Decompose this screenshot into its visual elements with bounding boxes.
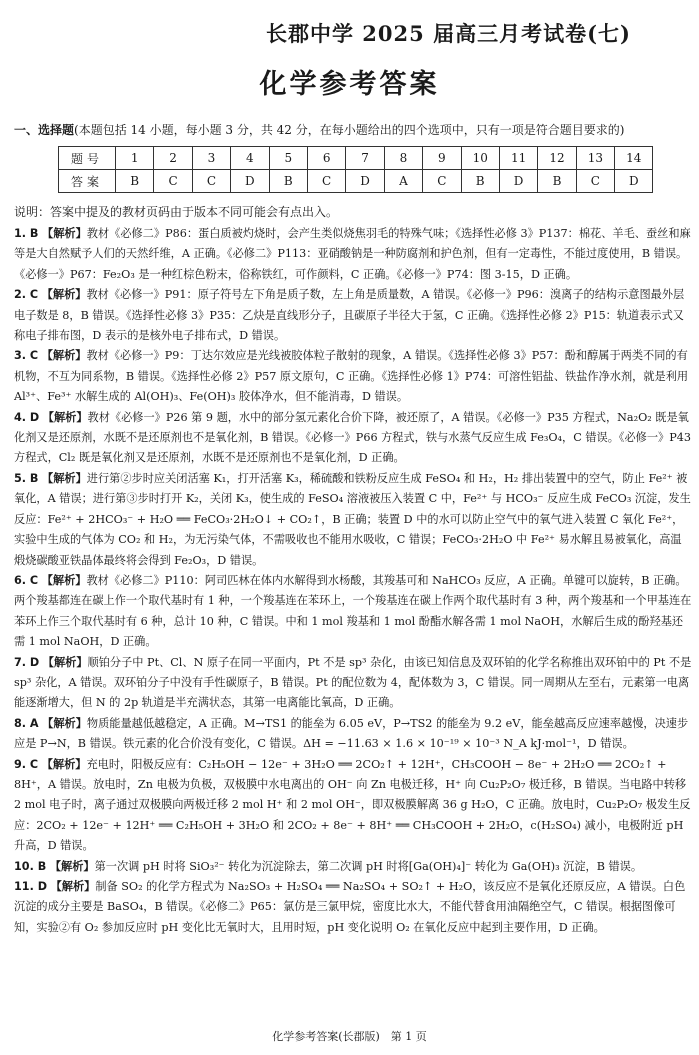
item-number: 4. D: [14, 410, 40, 424]
item-text: 教材《必修二》P86：蛋白质被灼烧时，会产生类似烧焦羽毛的特殊气味；《选择性必修 3》P137：棉花、羊毛、蚕丝和麻等是大自然赋予人们的天然纤维，A 正确。《必修二》P113：亚硝酸钠是一种防腐剂和护色剂，但有一定毒性，不能过度使用，B 错误。《必修一》P67：Fe₂O₃ 是一种红棕色粉末，俗称铁红，可作颜料，C 正确。《必修一》P74：图 3-15，D 正确。: [14, 227, 691, 281]
analysis-tag: 【解析】: [42, 227, 87, 240]
section-heading: [14, 121, 694, 138]
question-number-cell: 14: [615, 147, 653, 170]
note-text: 说明：答案中提及的教材页码由于版本不同可能会有点出入。: [14, 205, 339, 219]
item-text: 第一次调 pH 时将 SiO₃²⁻ 转化为沉淀除去，第二次调 pH 时将[Ga(OH)₄]⁻ 转化为 Ga(OH)₃ 沉淀，B 错误。: [94, 859, 643, 873]
explanation-item-7: [14, 653, 692, 714]
question-number-cell: 12: [538, 147, 576, 170]
answer-cell: C: [192, 170, 230, 193]
item-number: 10. B: [14, 859, 47, 873]
explanation-item-6: [14, 571, 692, 653]
page-footer: 化学参考答案(长郡版) 第 1 页: [272, 1030, 427, 1043]
section-description: (本题包括 14 小题，每小题 3 分，共 42 分，在每小题给出的四个选项中，只有一项是符合题目要求的): [74, 123, 625, 137]
question-number-cell: 5: [269, 147, 307, 170]
question-number-cell: 4: [231, 147, 269, 170]
item-text: 制备 SO₂ 的化学方程式为 Na₂SO₃ + H₂SO₄ ══ Na₂SO₄ + SO₂↑ + H₂O，该反应不是氧化还原反应，A 错误。白色沉淀的成分主要是 BaSO₄，B 错误。《必修二》P65：氯仿是三氯甲烷，密度比水大，不能代替食用油隔绝空气，C 错误。根据图像可知，实验②有 O₂ 参加反应时 pH 变化比无氧时大，且用时短，pH 变化说明 O₂ 在氧化反应中起到主要作用，D 正确。: [14, 880, 686, 934]
row-label-answer: 答案: [59, 170, 116, 193]
explanation-item-4: [14, 408, 692, 469]
explanation-list: [14, 224, 692, 938]
question-number-cell: 13: [576, 147, 614, 170]
question-number-cell: 1: [116, 147, 154, 170]
analysis-tag: 【解析】: [41, 349, 87, 363]
question-number-cell: 6: [307, 147, 345, 170]
question-number-cell: 10: [461, 147, 499, 170]
explanation-item-1: [14, 224, 692, 285]
explanation-item-5: [14, 469, 692, 571]
item-text: 教材《必修一》P91：原子符号左下角是质子数，左上角是质量数，A 错误。《必修一》P96：溴离子的结构示意图最外层电子数是 8，B 错误。《选择性必修 3》P35：乙炔是直线形分子，且碳原子半径大于氢，C 正确。《选择性必修 2》P15：轨道表示式又称电子排布图，D 表示的是核外电子排布式，D 错误。: [14, 288, 685, 343]
question-number-cell: 7: [346, 147, 384, 170]
answer-cell: A: [384, 170, 422, 193]
analysis-tag: 【解析】: [42, 655, 88, 669]
answer-cell: B: [116, 170, 154, 193]
answer-cell: C: [307, 170, 345, 193]
analysis-tag: 【解析】: [42, 716, 87, 730]
item-number: 3. C: [14, 349, 39, 363]
item-number: 9. C: [14, 757, 39, 771]
analysis-tag: 【解析】: [41, 757, 87, 771]
item-number: 7. D: [14, 655, 40, 669]
item-text: 顺铂分子中 Pt、Cl、N 原子在同一平面内，Pt 不是 sp³ 杂化，由该已知信息及双环铂的化学名称推出双环铂中的 Pt 不是 sp³ 杂化，A 错误。双环铂分子中没有手性碳原子，B 错误。Pt 的配位数为 4，配体数为 3，C 错误。同一周期从左至右，元素第一电离能逐渐增大，但 N 的 2p 轨道是半充满状态，其第一电离能比氧高，D 正确。: [14, 655, 692, 710]
item-text: 教材《必修二》P110：阿司匹林在体内水解得到水杨酸，其羧基可和 NaHCO₃ 反应，A 正确。单键可以旋转，B 正确。两个羧基都连在碳上作一个取代基时有 1 种，一个羧基连在苯环上，一个羧基连在碳上作两个取代基时有 3 种，两个羧基和一个甲基连在苯环上作三个取代基时有 6 种，总计 10 种，C 错误。中和 1 mol 羧基和 1 mol 酚酯水解各需 1 mol NaOH，水解后生成的酚羟基还需 1 mol NaOH，D 正确。: [14, 573, 692, 649]
explanation-item-3: [14, 346, 692, 407]
answer-cell: D: [499, 170, 537, 193]
answer-table: [58, 146, 653, 193]
explanation-item-10: [14, 857, 692, 877]
answer-cell: B: [269, 170, 307, 193]
analysis-tag: 【解析】: [41, 573, 87, 587]
analysis-tag: 【解析】: [49, 859, 95, 873]
item-number: 8. A: [14, 716, 39, 730]
explanation-item-8: [14, 714, 692, 755]
item-number: 6. C: [14, 573, 39, 587]
answer-cell: C: [576, 170, 614, 193]
item-text: 教材《必修一》P26 第 9 题，水中的部分氢元素化合价下降，被还原了，A 错误。《必修一》P35 方程式，Na₂O₂ 既是氧化剂又是还原剂，水既不是还原剂也不是氧化剂，B 错误。《必修一》P66 方程式，铁与水蒸气反应生成 Fe₃O₄，C 错误。《必修一》P43 方程式，Cl₂ 既是氧化剂又是还原剂，水既不是还原剂也不是氧化剂，D 正确。: [14, 410, 691, 465]
answer-cell: B: [461, 170, 499, 193]
analysis-tag: 【解析】: [42, 471, 87, 485]
answer-cell: D: [346, 170, 384, 193]
analysis-tag: 【解析】: [41, 288, 87, 302]
item-text: 物质能量越低越稳定，A 正确。M→TS1 的能垒为 6.05 eV，P→TS2 的能垒为 9.2 eV，能垒越高反应速率越慢，决速步应是 P→N，B 错误。铁元素的化合价没有变化，C 错误。ΔH = −11.63 × 1.6 × 10⁻¹⁹ × 10⁻³ N_A kJ·mol⁻¹，D 错误。: [14, 716, 689, 751]
analysis-tag: 【解析】: [42, 410, 88, 424]
question-number-cell: 2: [154, 147, 192, 170]
answer-table-number-row: [59, 147, 653, 170]
question-number-cell: 3: [192, 147, 230, 170]
item-number: 5. B: [14, 471, 39, 485]
question-number-cell: 8: [384, 147, 422, 170]
answer-table-answer-row: [59, 170, 653, 193]
exam-header-title: 长郡中学 2025 届高三月考试卷(七): [266, 21, 631, 46]
item-text: 教材《必修一》P9：丁达尔效应是光线被胶体粒子散射的现象，A 错误。《选择性必修 3》P57：酚和醇属于两类不同的有机物，不互为同系物，B 错误。《选择性必修 2》P57 原文原句，C 正确。《选择性必修 1》P74：可溶性铝盐、铁盐作净水剂，就是利用 Al³⁺、Fe³⁺ 水解生成的 Al(OH)₃、Fe(OH)₃ 胶体净水，但不能消毒，D 错误。: [14, 349, 689, 404]
item-number: 11. D: [14, 880, 47, 893]
section-title: 一、选择题: [14, 123, 75, 137]
row-label-number: 题号: [59, 147, 116, 170]
analysis-tag: 【解析】: [50, 880, 96, 893]
item-text: 进行第②步时应关闭活塞 K₁，打开活塞 K₃，稀硫酸和铁粉反应生成 FeSO₄ 和 H₂，H₂ 排出装置中的空气，防止 Fe²⁺ 被氧化，A 错误；进行第③步时打开 K₂，关闭 K₃，使生成的 FeSO₄ 溶液被压入装置 C 中，Fe²⁺ 与 HCO₃⁻ 反应生成 FeCO₃ 沉淀，发生反应：Fe²⁺ + 2HCO₃⁻ + H₂O ══ FeCO₃·2H₂O↓ + CO₂↑，B 正确；装置 D 中的水可以防止空气中的氧气进入装置 C 氧化 Fe²⁺，实验中生成的气体为 CO₂ 和 H₂，为无污染气体，不需吸收也不能用水吸收，C 错误；FeCO₃·2H₂O 中 Fe²⁺ 易水解且易被氧化，高温煅烧碳酸亚铁晶体最终将会得到 Fe₂O₃，D 错误。: [14, 471, 691, 567]
explanation-item-2: [14, 285, 692, 346]
answer-cell: B: [538, 170, 576, 193]
answer-cell: C: [154, 170, 192, 193]
explanation-item-9: [14, 755, 692, 857]
question-number-cell: 9: [423, 147, 461, 170]
answer-cell: D: [231, 170, 269, 193]
answer-cell: C: [423, 170, 461, 193]
item-text: 充电时，阳极反应有：C₂H₅OH − 12e⁻ + 3H₂O ══ 2CO₂↑ + 12H⁺，CH₃COOH − 8e⁻ + 2H₂O ══ 2CO₂↑ + 8H⁺，A 错误。放电时，Zn 电极为负极，双极膜中水电离出的 OH⁻ 向 Zn 电极迁移，H⁺ 向 Cu₂P₂O₇ 极迁移，B 错误。当电路中转移 2 mol 电子时，离子通过双极膜向两极迁移 2 mol H⁺ 和 2 mol OH⁻，即双极膜解离 36 g H₂O，C 正确。放电时，Cu₂P₂O₇ 极发生反应：2CO₂ + 12e⁻ + 12H⁺ ══ C₂H₅OH + 3H₂O 和 2CO₂ + 8e⁻ + 8H⁺ ══ CH₃COOH + 2H₂O，c(H₂SO₄) 减小，电极附近 pH 升高，D 错误。: [14, 757, 691, 853]
item-number: 2. C: [14, 288, 39, 302]
answer-cell: D: [615, 170, 653, 193]
item-number: 1. B: [14, 227, 39, 240]
question-number-cell: 11: [499, 147, 537, 170]
explanation-item-11: [14, 877, 692, 938]
page-title: 化学参考答案: [259, 69, 440, 100]
